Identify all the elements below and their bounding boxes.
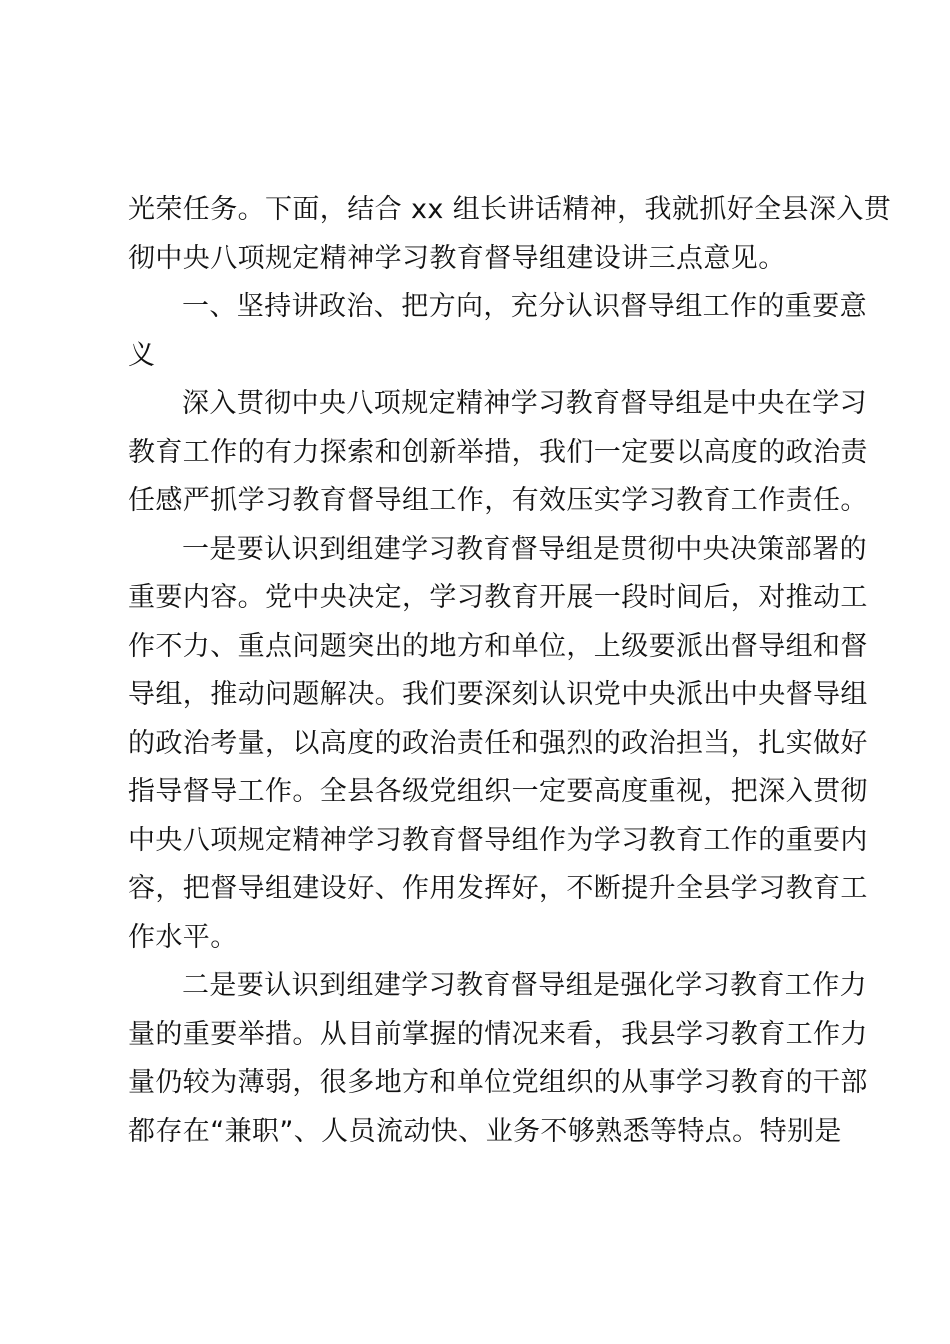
section-heading-line: 一、坚持讲政治、把方向，充分认识督导组工作的重要意 bbox=[182, 291, 867, 322]
paragraph-line: 量的重要举措。从目前掌握的情况来看，我县学习教育工作力 bbox=[128, 1018, 868, 1050]
paragraph-line: 指导督导工作。全县各级党组织一定要高度重视，把深入贯彻 bbox=[128, 776, 868, 807]
paragraph-line: 都存在“兼职”、人员流动快、业务不够熟悉等特点。特别是 bbox=[128, 1115, 842, 1147]
paragraph-line: 深入贯彻中央八项规定精神学习教育督导组是中央在学习 bbox=[182, 388, 867, 419]
paragraph-line: 作水平。 bbox=[128, 921, 238, 953]
paragraph-line: 光荣任务。下面，结合 xx 组长讲话精神，我就抓好全县深入贯 bbox=[128, 194, 892, 225]
paragraph-line: 作不力、重点问题突出的地方和单位，上级要派出督导组和督 bbox=[128, 630, 868, 662]
paragraph-line: 导组，推动问题解决。我们要深刻认识党中央派出中央督导组 bbox=[128, 679, 868, 710]
paragraph-line: 量仍较为薄弱，很多地方和单位党组织的从事学习教育的干部 bbox=[128, 1067, 868, 1098]
paragraph-line: 任感严抓学习教育督导组工作，有效压实学习教育工作责任。 bbox=[128, 485, 868, 516]
paragraph-line: 彻中央八项规定精神学习教育督导组建设讲三点意见。 bbox=[128, 242, 786, 274]
paragraph-line: 容，把督导组建设好、作用发挥好，不断提升全县学习教育工 bbox=[128, 873, 868, 904]
paragraph-line: 教育工作的有力探索和创新举措，我们一定要以高度的政治责 bbox=[128, 436, 868, 468]
paragraph-line: 一是要认识到组建学习教育督导组是贯彻中央决策部署的 bbox=[182, 533, 867, 565]
paragraph-line: 重要内容。党中央决定，学习教育开展一段时间后，对推动工 bbox=[128, 582, 868, 613]
document-body bbox=[128, 186, 892, 1156]
paragraph-line: 中央八项规定精神学习教育督导组作为学习教育工作的重要内 bbox=[128, 824, 868, 856]
paragraph-line: 二是要认识到组建学习教育督导组是强化学习教育工作力 bbox=[182, 970, 867, 1001]
section-heading-line: 义 bbox=[128, 339, 156, 371]
paragraph-line: 的政治考量，以高度的政治责任和强烈的政治担当，扎实做好 bbox=[128, 727, 868, 759]
